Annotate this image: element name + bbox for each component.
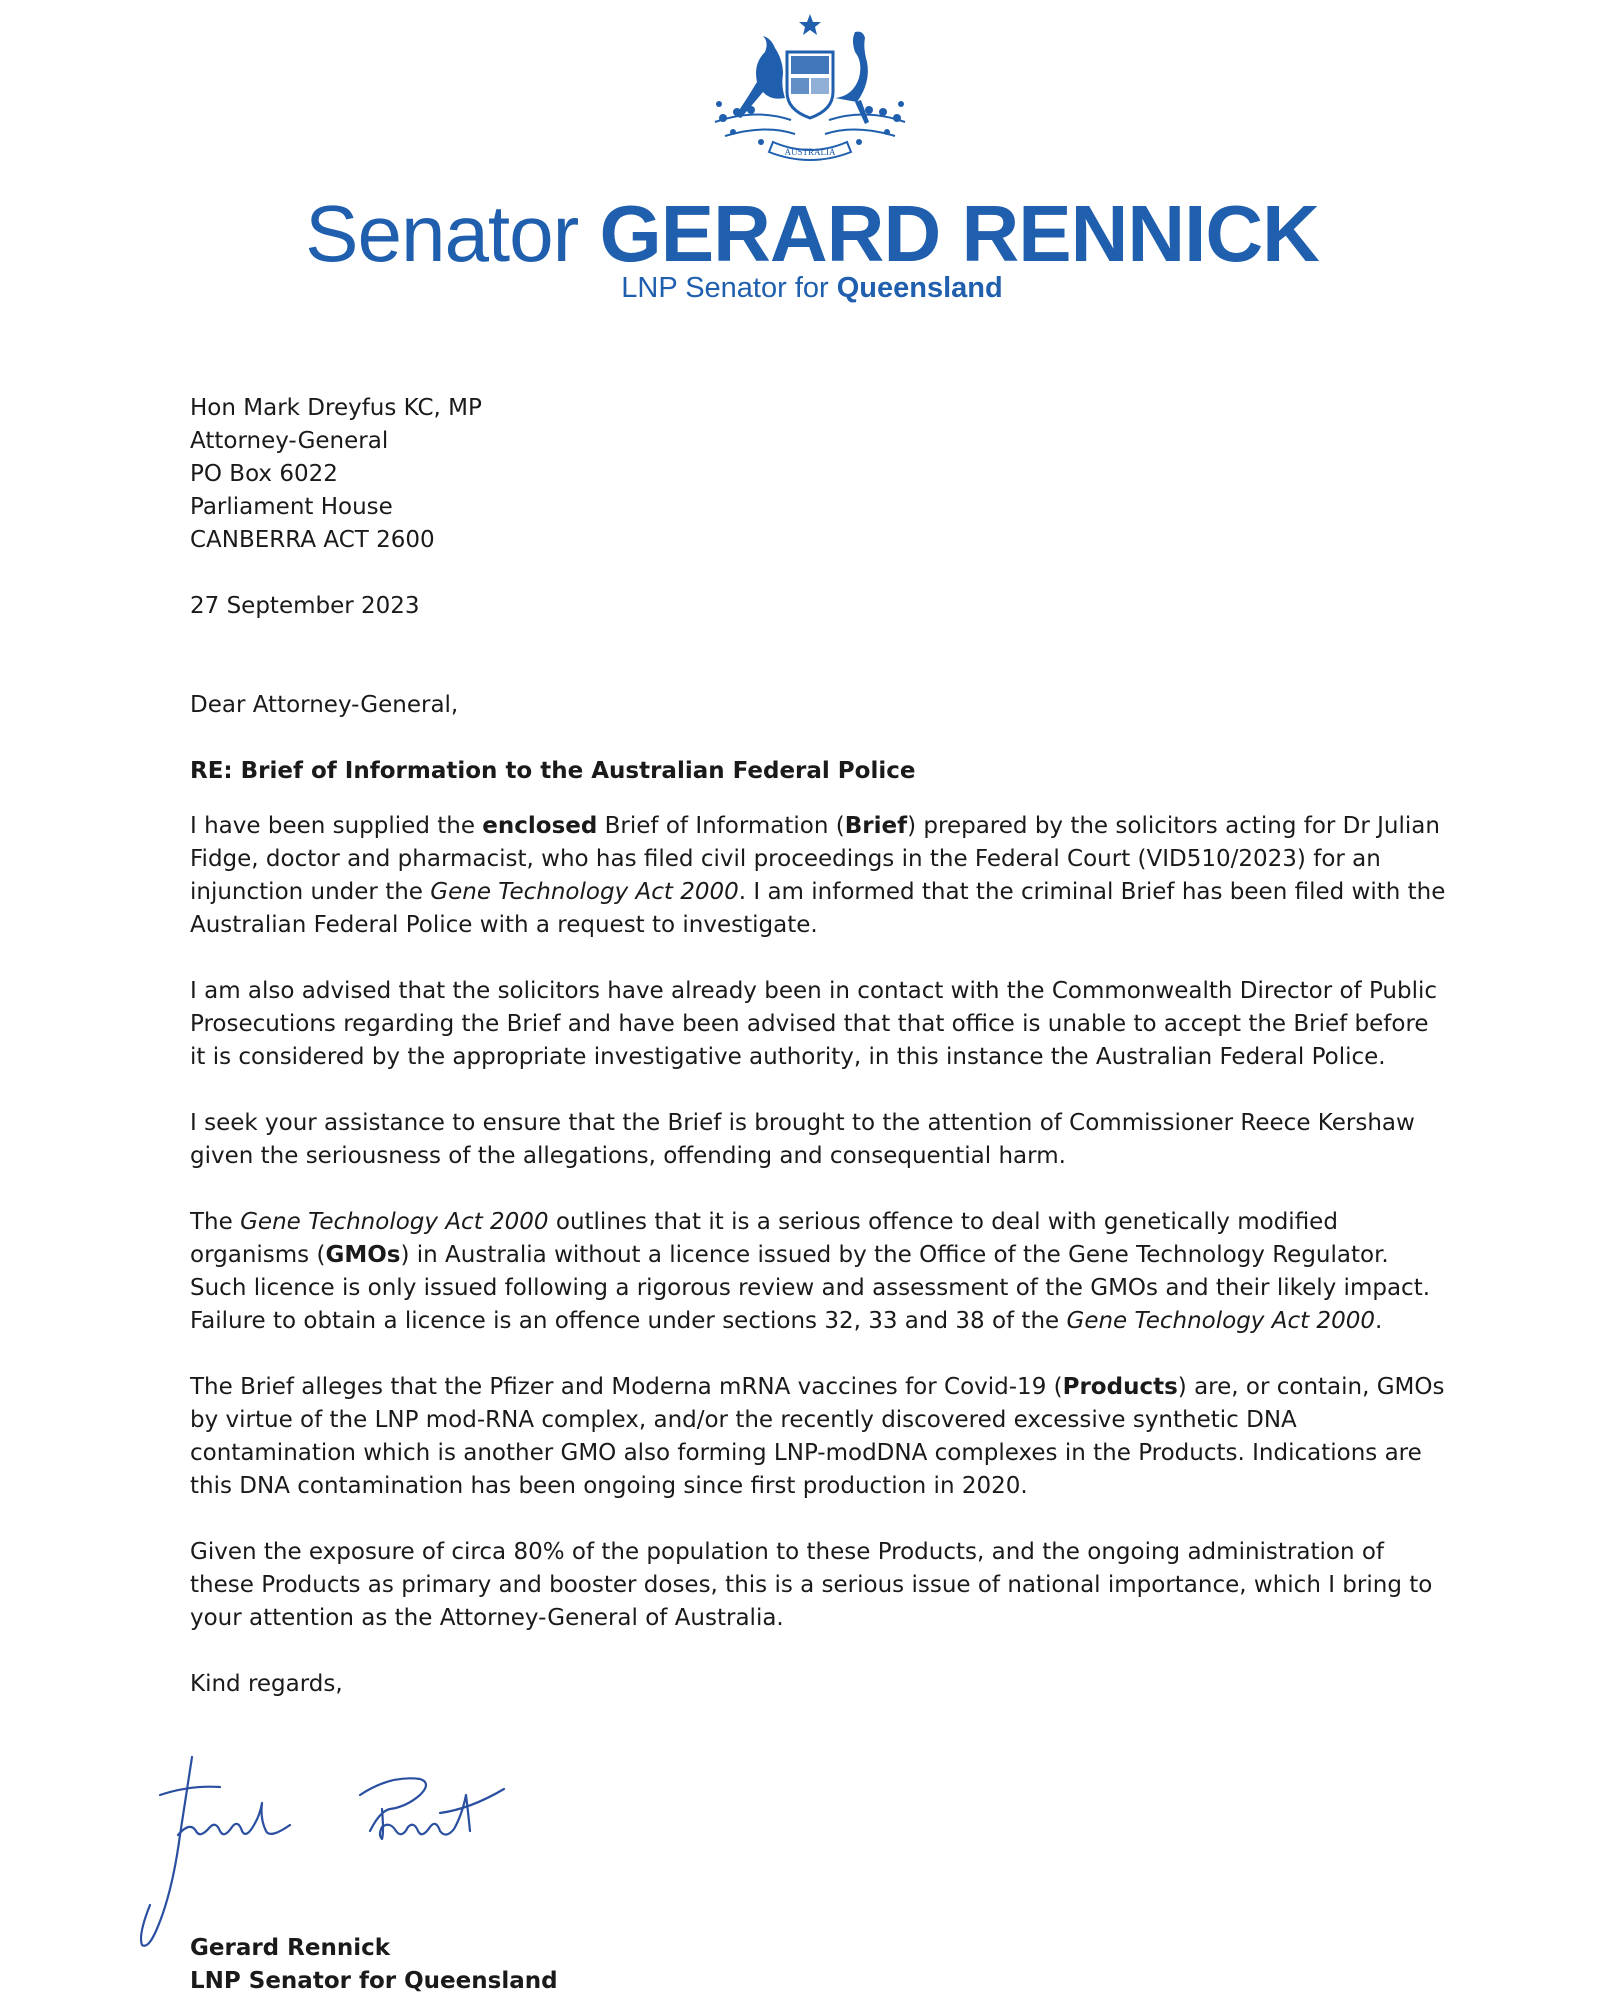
address-line: Attorney-General [190, 428, 389, 454]
svg-text:AUSTRALIA: AUSTRALIA [784, 147, 836, 157]
masthead-name: GERARD RENNICK [599, 189, 1319, 278]
masthead-sub-prefix: LNP Senator for [621, 272, 829, 304]
paragraph-1: I have been supplied the enclosed Brief of Information (Brief) prepared by the solicitors acting for Dr Julian Fidge, doctor and pharmacist, who has filed civil proceedings in the Federal Court (VID510/2023) for an injunction under the Gene Technology Act 2000. I am informed that the criminal Brief has been filed with the Australian Federal Police with a request to investigate. [190, 813, 1446, 938]
signoff [190, 1932, 558, 1998]
coat-of-arms-icon [695, 12, 925, 172]
masthead-title [0, 186, 1624, 282]
paragraph-2: I am also advised that the solicitors have already been in contact with the Commonwealth Director of Public Prosecutions regarding the Brief and have been advised that that office is unable to accept the Brief before it is considered by the appropriate investigative authority, in this instance the Australian Federal Police. [190, 978, 1438, 1070]
address-line: PO Box 6022 [190, 461, 338, 487]
salutation: Dear Attorney-General, [190, 692, 459, 718]
recipient-address [190, 392, 1450, 557]
masthead-prefix: Senator [305, 189, 579, 278]
subject-line: RE: Brief of Information to the Australian Federal Police [190, 758, 916, 784]
letter-date: 27 September 2023 [190, 593, 420, 619]
paragraph-6: Given the exposure of circa 80% of the population to these Products, and the ongoing administration of these Products as primary and booster doses, this is a serious issue of national importance, which I bring to your attention as the Attorney-General of Australia. [190, 1539, 1433, 1631]
paragraph-3: I seek your assistance to ensure that the Brief is brought to the attention of Commissioner Reece Kershaw given the seriousness of the allegations, offending and consequential harm. [190, 1110, 1415, 1169]
paragraph-4: The Gene Technology Act 2000 outlines that it is a serious offence to deal with genetically modified organisms (GMOs) in Australia without a licence issued by the Office of the Gene Technology Regulator. Such licence is only issued following a rigorous review and assessment of the GMOs and their likely impact. Failure to obtain a licence is an offence under sections 32, 33 and 38 of the Gene Technology Act 2000. [190, 1209, 1431, 1334]
signoff-name: Gerard Rennick [190, 1935, 391, 1961]
address-line: CANBERRA ACT 2600 [190, 527, 435, 553]
masthead-sub-state: Queensland [836, 272, 1003, 304]
closing: Kind regards, [190, 1671, 343, 1697]
letter-body [190, 392, 1450, 1701]
address-line: Hon Mark Dreyfus KC, MP [190, 395, 482, 421]
masthead-subtitle [0, 270, 1624, 306]
signoff-title: LNP Senator for Queensland [190, 1968, 558, 1994]
paragraph-5: The Brief alleges that the Pfizer and Moderna mRNA vaccines for Covid-19 (Products) are, or contain, GMOs by virtue of the LNP mod-RNA complex, and/or the recently discovered excessive synthetic DNA contamination which is another GMO also forming LNP-modDNA complexes in the Products. Indications are this DNA contamination has been ongoing since first production in 2020. [190, 1374, 1445, 1499]
address-line: Parliament House [190, 494, 393, 520]
